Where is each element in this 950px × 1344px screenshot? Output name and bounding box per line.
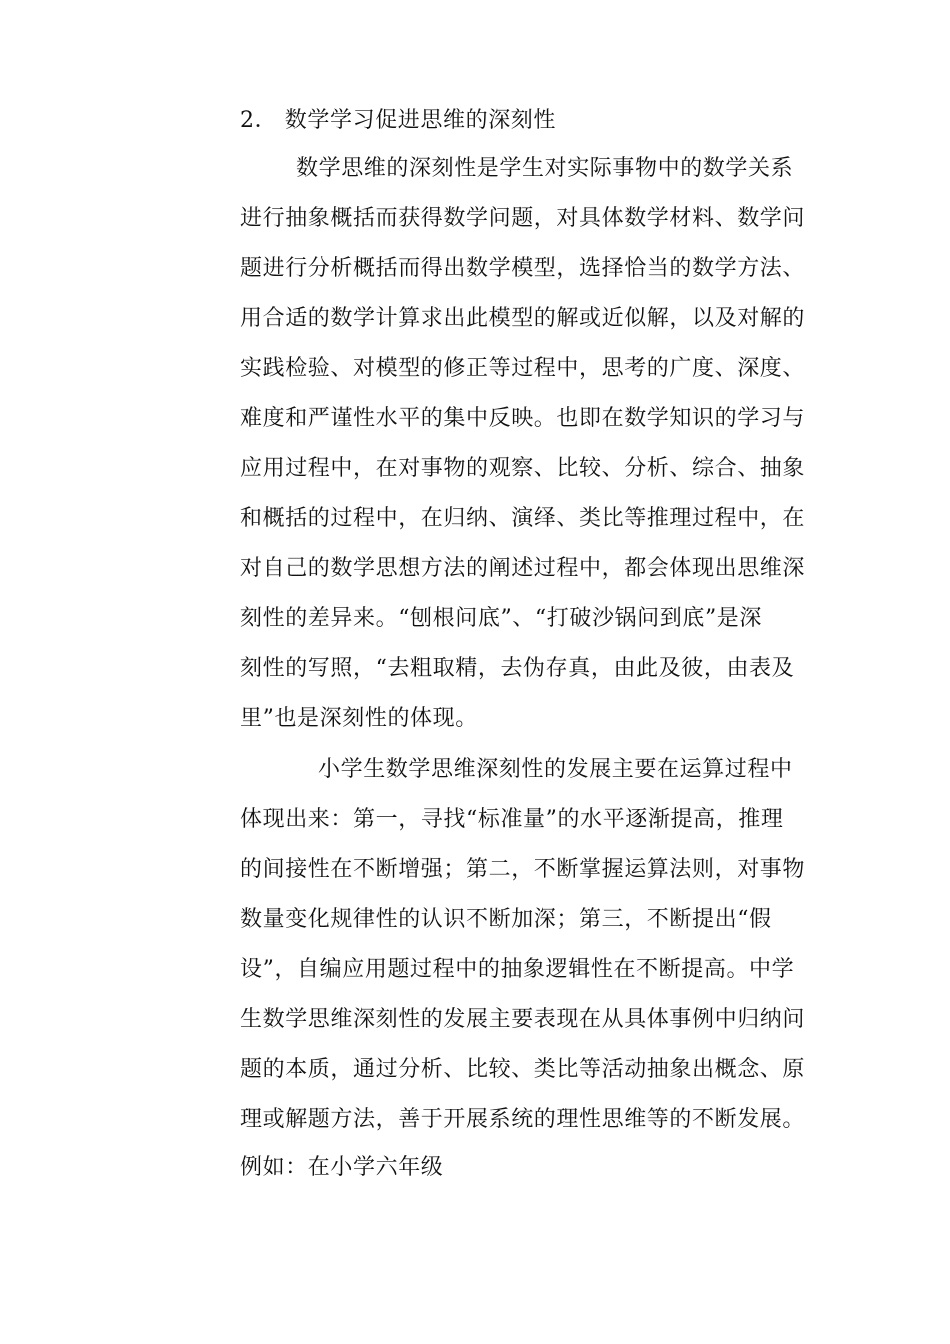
paragraph-line: 难度和严谨性水平的集中反映。也即在数学知识的学习与 — [240, 406, 806, 431]
paragraph-line: 刻性的写照，“去粗取精，去伪存真，由此及彼，由表及 — [240, 656, 795, 681]
paragraph-line: 应用过程中，在对事物的观察、比较、分析、综合、抽象 — [240, 456, 806, 481]
section-heading: 2． 数学学习促进思维的深刻性 — [240, 108, 556, 133]
paragraph-line: 数量变化规律性的认识不断加深；第三，不断提出“假 — [240, 907, 772, 932]
paragraph-line: 例如：在小学六年级 — [240, 1155, 444, 1180]
paragraph-line: 对自己的数学思想方法的阐述过程中，都会体现出思维深 — [240, 556, 806, 581]
paragraph-line: 理或解题方法，善于开展系统的理性思维等的不断发展。 — [240, 1107, 806, 1132]
paragraph-line: 用合适的数学计算求出此模型的解或近似解，以及对解的 — [240, 306, 806, 331]
paragraph-line: 的间接性在不断增强；第二，不断掌握运算法则，对事物 — [240, 857, 806, 882]
paragraph-line: 设”，自编应用题过程中的抽象逻辑性在不断提高。中学 — [240, 957, 795, 982]
paragraph-line: 数学思维的深刻性是学生对实际事物中的数学关系 — [296, 156, 794, 181]
paragraph-line: 体现出来：第一，寻找“标准量”的水平逐渐提高，推理 — [240, 807, 784, 832]
paragraph-line: 进行抽象概括而获得数学问题，对具体数学材料、数学问 — [240, 206, 806, 231]
paragraph-line: 生数学思维深刻性的发展主要表现在从具体事例中归纳问 — [240, 1007, 806, 1032]
paragraph-line: 里”也是深刻性的体现。 — [240, 706, 478, 731]
paragraph-line: 题的本质，通过分析、比较、类比等活动抽象出概念、原 — [240, 1057, 806, 1082]
paragraph-line: 和概括的过程中，在归纳、演绎、类比等推理过程中，在 — [240, 506, 806, 531]
paragraph-line: 实践检验、对模型的修正等过程中，思考的广度、深度、 — [240, 356, 806, 381]
paragraph-line: 小学生数学思维深刻性的发展主要在运算过程中 — [318, 757, 793, 782]
paragraph-line: 刻性的差异来。“刨根问底”、“打破沙锅问到底”是深 — [240, 606, 762, 631]
paragraph-line: 题进行分析概括而得出数学模型，选择恰当的数学方法、 — [240, 256, 806, 281]
